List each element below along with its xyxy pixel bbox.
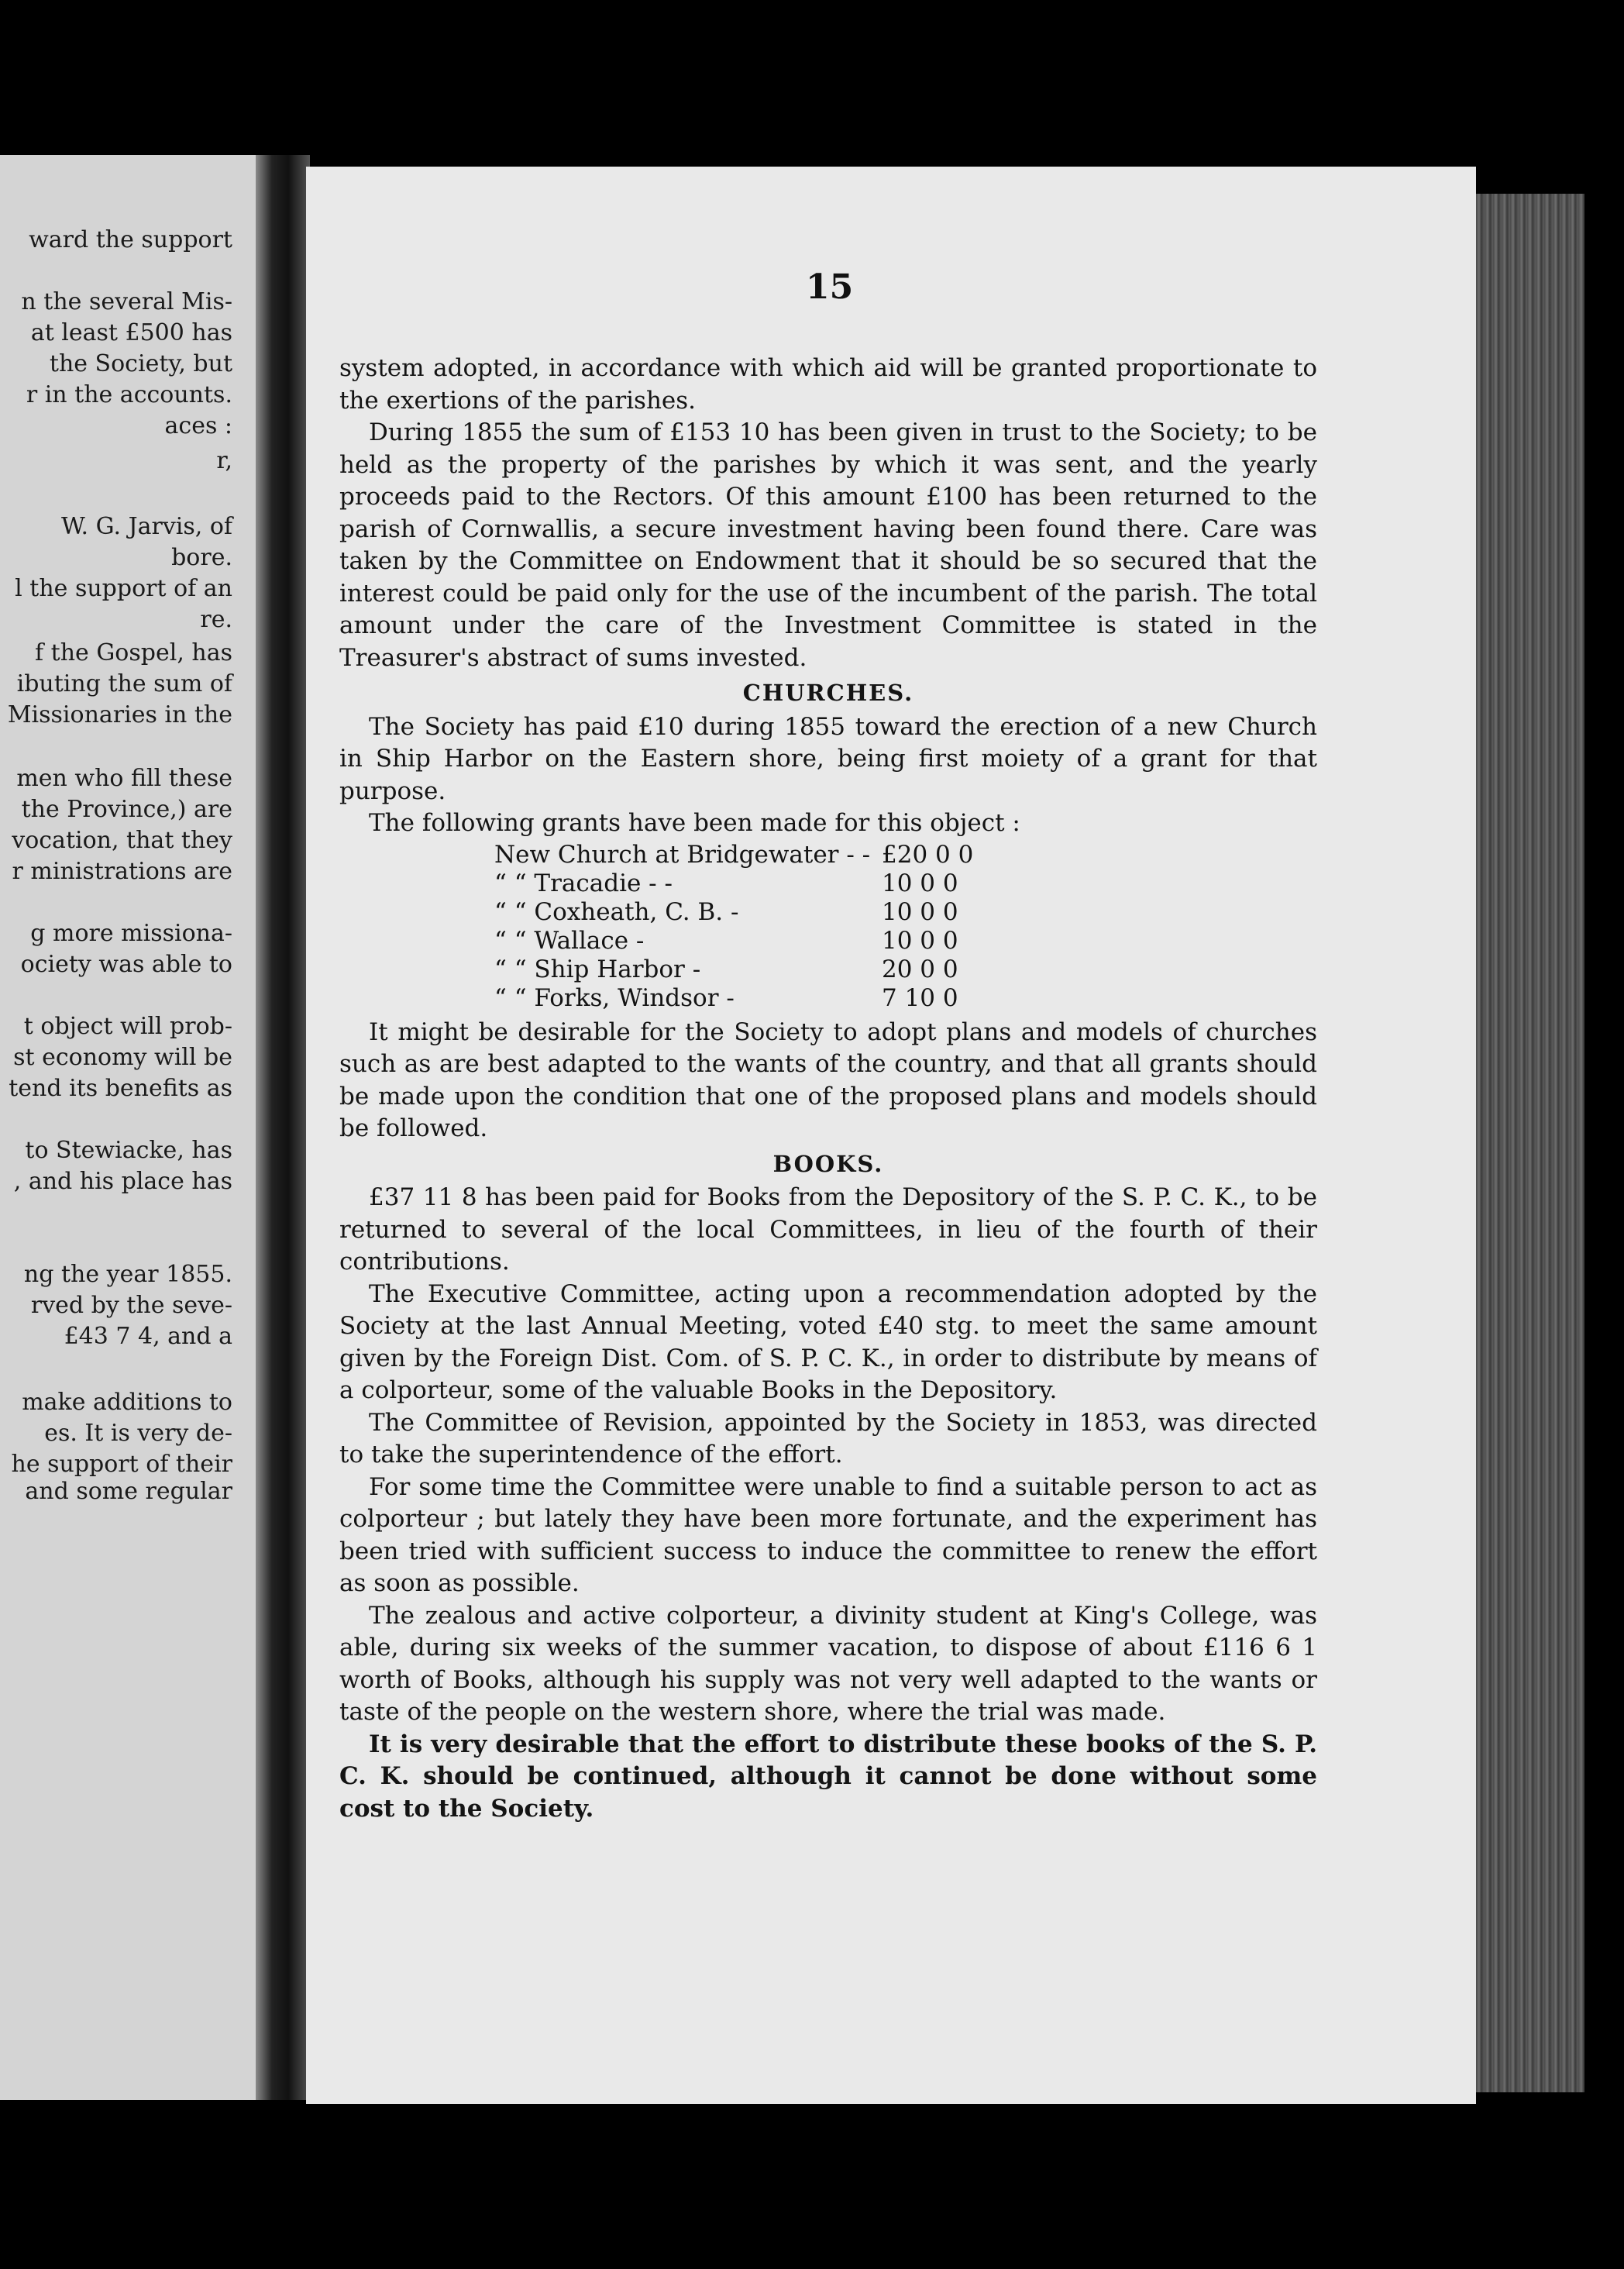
left-page-line: ng the year 1855. [23,1261,232,1288]
left-page-line: tend its benefits as [9,1075,232,1102]
grant-row [494,928,1161,956]
left-page-line: the Province,) are [21,796,232,823]
left-page-line: Missionaries in the [7,701,232,728]
grant-label: “ “ Ship Harbor - [494,955,701,984]
grant-label: New Church at Bridgewater - - [494,841,871,869]
grant-label: “ “ Forks, Windsor - [494,984,735,1013]
left-page-line: men who fill these [16,765,232,792]
left-page-lines [0,155,256,2100]
grant-label: “ “ Coxheath, C. B. - [494,898,739,927]
grant-row [494,899,1161,928]
paragraph: The Executive Committee, acting upon a recommendation adopted by the Society at the last Annual Meeting, voted £40 stg. to meet the same amount given by the Foreign Dist. Com. of S. P. C. K., in order to distribute by means of a colporteur, some of the valuable Books in the Depository. [339,1279,1317,1404]
grant-label: “ “ Wallace - [494,927,645,955]
paragraph: The following grants have been made for this object : [369,809,1020,837]
grant-amount: 10 0 0 [882,898,958,927]
grant-row [494,842,1161,870]
left-page-line: , and his place has [13,1168,232,1195]
section-heading-churches: CHURCHES. [742,680,914,706]
left-page-line: bore. [171,544,232,571]
left-page-line: r ministrations are [12,858,232,885]
left-page-line: r, [216,447,232,474]
paragraph: The Committee of Revision, appointed by the Society in 1853, was directed to take the superintendence of the effort. [339,1408,1317,1468]
paragraph: The zealous and active colporteur, a divinity student at King's College, was able, during six weeks of the summer vacation, to dispose of about £116 6 1 worth of Books, although his supply was not very well adapted to the wants or taste of the people on the western shore, where the trial was made. [339,1601,1317,1726]
left-page-line: rved by the seve- [30,1292,232,1319]
left-page-line: and some regular [25,1478,232,1505]
grant-row [494,985,1161,1014]
paragraph: £37 11 8 has been paid for Books from the Depository of the S. P. C. K., to be returned to several of the local Committees, in lieu of the fourth of their contributions. [339,1183,1317,1276]
section-heading-books: BOOKS. [772,1150,884,1177]
grant-row [494,870,1161,899]
grant-amount: 20 0 0 [882,955,958,984]
left-page-line: W. G. Jarvis, of [60,513,232,540]
book-gutter [256,155,310,2100]
grants-table [494,842,1161,1014]
page-number: 15 [806,267,854,307]
left-page-fragment [0,155,256,2100]
paragraph: system adopted, in accordance with which aid will be granted proportionate to the exertions of the parishes. [339,354,1317,415]
grant-amount: £20 0 0 [882,841,974,869]
left-page-line: ward the support [29,226,232,253]
paragraph: The Society has paid £10 during 1855 toward the erection of a new Church in Ship Harbor on the Eastern shore, being first moiety of a grant for that purpose. [339,712,1317,805]
page-edge-stack [1476,194,1584,2092]
paragraph: During 1855 the sum of £153 10 has been given in trust to the Society; to be held as the property of the parishes by which it was sent, and the yearly proceeds paid to the Rectors. Of this amount £100 has been returned to the parish of Cornwallis, a secure investment having been found there. Care was taken by the Committee on Endowment that it should be so secured that the interest could be paid only for the use of the incumbent of the parish. The total amount under the care of the Investment Committee is stated in the Treasurer's abstract of sums invested. [339,418,1317,672]
grant-amount: 7 10 0 [882,984,958,1013]
left-page-line: make additions to [22,1389,232,1416]
left-page-line: g more missiona- [30,920,232,947]
paragraph: It is very desirable that the effort to distribute these books of the S. P. C. K. should be continued, although it cannot be done without some cost to the Society. [339,1730,1317,1823]
left-page-line: t object will prob- [23,1013,232,1040]
grant-label: “ “ Tracadie - - [494,869,673,898]
grant-amount: 10 0 0 [882,869,958,898]
left-page-line: he support of their [11,1451,232,1478]
left-page-line: es. It is very de- [44,1420,232,1447]
left-page-line: ociety was able to [20,951,232,978]
left-page-line: the Society, but [49,350,232,377]
left-page-line: re. [200,606,232,633]
left-page-line: n the several Mis- [21,288,232,315]
left-page-line: to Stewiacke, has [25,1137,232,1164]
grant-amount: 10 0 0 [882,927,958,955]
left-page-line: ibuting the sum of [16,670,232,697]
page-body [339,353,1317,1825]
left-page-line: £43 7 4, and a [64,1323,232,1350]
left-page-line: r in the accounts. [26,381,232,408]
left-page-line: l the support of an [15,575,232,602]
left-page-line: vocation, that they [12,827,232,854]
grant-row [494,956,1161,985]
paragraph: For some time the Committee were unable to find a suitable person to act as colporteur ; but lately they have been more fortunate, and the experiment has been tried with sufficient success to induce the committee to renew the effort as soon as possible. [339,1472,1317,1597]
paragraph: It might be desirable for the Society to adopt plans and models of churches such as are best adapted to the wants of the country, and that all grants should be made upon the condition that one of the proposed plans and models should be followed. [339,1017,1317,1142]
left-page-line: st economy will be [13,1044,232,1071]
left-page-line: aces : [164,412,232,439]
left-page-line: at least £500 has [30,319,232,346]
left-page-line: f the Gospel, has [35,639,232,666]
